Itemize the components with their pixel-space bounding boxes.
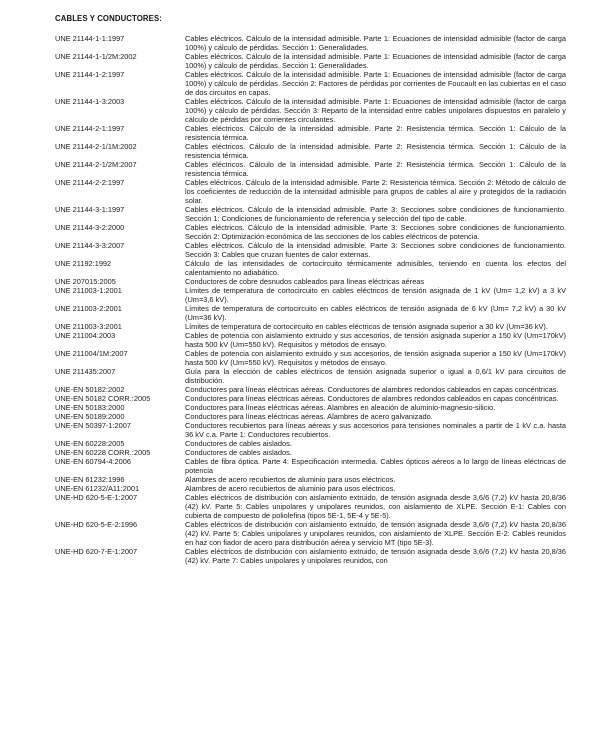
standard-code: UNE-EN 50189:2000	[55, 412, 125, 421]
standard-description: Cables de fibra óptica. Parte 4: Especificación intermedia. Cables ópticos aéreos a lo largo de líneas eléctricas de potencia	[185, 457, 566, 475]
standard-entry	[55, 178, 566, 205]
standard-description: Cables eléctricos de distribución con aislamiento extruido, de tensión asignada desde 3,6/6 (7,2) kV hasta 20,8/36 (42) kV. Parte 5: Cables unipolares y unipolares reunidos, con aislamiento de XLPE. Sección E-2: Cables reunidos en haz con fiador de acero para distribución aérea y servicio MT (tipo 5E-3).	[185, 520, 566, 547]
standard-entry	[55, 448, 566, 457]
standard-code: UNE-EN 60794-4:2006	[55, 457, 132, 466]
standard-description: Cables eléctricos. Cálculo de la intensidad admisible. Parte 1: Ecuaciones de intensidad admisible (factor de carga 100%) y cálculo de pérdidas. Sección 1: Generalidades.	[185, 52, 566, 70]
standard-code: UNE 21144-2-1:1997	[55, 124, 125, 133]
standard-entry	[55, 394, 566, 403]
standard-description: Cables de potencia con aislamiento extruido y sus accesorios, de tensión asignada superior a 150 kV (Um=170kV) hasta 500 kV (Um=550 kV). Requisitos y métodos de ensayo.	[185, 331, 566, 349]
standard-description: Límites de temperatura de cortocircuito en cables eléctricos de tensión asignada superior a 30 kV (Um=36 kV).	[185, 322, 548, 331]
standard-code: UNE 211003-3:2001	[55, 322, 122, 331]
standard-code: UNE-HD 620-7-E-1:2007	[55, 547, 138, 556]
standard-description: Cables eléctricos de distribución con aislamiento extruido, de tensión asignada desde 3,6/6 (7,2) kV hasta 20,8/36 (42) kV. Parte 7: Cables unipolares y unipolares reunidos, con	[185, 547, 566, 565]
standard-code: UNE 21144-2-1/2M:2007	[55, 160, 137, 169]
standard-code: UNE-EN 61232:1996	[55, 475, 125, 484]
standard-entry	[55, 97, 566, 124]
standard-code: UNE 21192:1992	[55, 259, 112, 268]
page-title: CABLES Y CONDUCTORES:	[55, 14, 162, 23]
standard-code: UNE 21144-2-1/1M:2002	[55, 142, 137, 151]
standard-code: UNE-EN 60228 CORR.:2005	[55, 448, 151, 457]
standard-description: Guía para la elección de cables eléctricos de tensión asignada superior o igual a 0,6/1 kV para circuitos de distribución.	[185, 367, 566, 385]
standard-description: Cables eléctricos. Cálculo de la intensidad admisible. Parte 3: Secciones sobre condiciones de funcionamiento. Sección 1: Condiciones de funcionamiento de referencia y selección del tipo de cable.	[185, 205, 566, 223]
standard-code: UNE-EN 61232/A11:2001	[55, 484, 140, 493]
standard-entry	[55, 223, 566, 241]
standard-code: UNE 21144-3-1:1997	[55, 205, 125, 214]
standard-entry	[55, 457, 566, 475]
standard-entry	[55, 142, 566, 160]
standard-entry	[55, 277, 566, 286]
standard-entry	[55, 34, 566, 52]
standards-list	[55, 34, 566, 565]
standard-description: Cálculo de las intensidades de cortocircuito térmicamente admisibles, teniendo en cuenta los efectos del calentamiento no adiabático.	[185, 259, 566, 277]
standard-entry	[55, 286, 566, 304]
standard-description: Límites de temperatura de cortocircuito en cables eléctricos de tensión asignada de 1 kV (Um= 1,2 kV) a 3 kV (Um=3,6 kV).	[185, 286, 566, 304]
standard-code: UNE 21144-1-2:1997	[55, 70, 125, 79]
standard-entry	[55, 385, 566, 394]
standard-code: UNE-HD 620-5-E-2:1996	[55, 520, 138, 529]
standard-code: UNE-EN 50182 CORR.:2005	[55, 394, 151, 403]
standard-code: UNE 211435:2007	[55, 367, 116, 376]
standard-description: Alambres de acero recubiertos de aluminio para usos eléctricos.	[185, 484, 396, 493]
standard-description: Conductores de cobre desnudos cableados para líneas eléctricas aéreas	[185, 277, 425, 286]
standard-entry	[55, 241, 566, 259]
standard-code: UNE 211004/1M:2007	[55, 349, 128, 358]
standard-entry	[55, 52, 566, 70]
standard-entry	[55, 403, 566, 412]
standard-code: UNE 21144-3-2:2000	[55, 223, 125, 232]
standard-entry	[55, 475, 566, 484]
standard-description: Conductores de cables aislados.	[185, 439, 292, 448]
standard-entry	[55, 520, 566, 547]
standard-code: UNE 21144-1-1/2M:2002	[55, 52, 137, 61]
standard-entry	[55, 70, 566, 97]
standard-entry	[55, 493, 566, 520]
standard-description: Cables eléctricos. Cálculo de la intensidad admisible. Parte 1: Ecuaciones de intensidad admisible (factor de carga 100%) y cálculo de pérdidas. Sección 3: Reparto de la intensidad entre cables unipolares dispuestos en paralelo y cálculo de pérdidas por corrientes circulantes.	[185, 97, 566, 124]
standard-description: Conductores para líneas eléctricas aéreas. Alambres de acero galvanizado.	[185, 412, 433, 421]
standard-description: Conductores recubiertos para líneas aéreas y sus accesorios para tensiones nominales a partir de 1 kV c.a. hasta 36 kV c.a. Parte 1: Conductores recubiertos.	[185, 421, 566, 439]
standard-description: Conductores de cables aislados.	[185, 448, 292, 457]
standard-entry	[55, 439, 566, 448]
standard-description: Conductores para líneas eléctricas aéreas. Conductores de alambres redondos cableados en capas concéntricas.	[185, 394, 559, 403]
standard-code: UNE 21144-1-3:2003	[55, 97, 125, 106]
standard-entry	[55, 160, 566, 178]
standard-code: UNE 21144-1-1:1997	[55, 34, 125, 43]
standard-entry	[55, 304, 566, 322]
standard-description: Cables de potencia con aislamiento extruido y sus accesorios, de tensión asignada superior a 150 kV (Um=170kV) hasta 500 kV (Um=550 kV). Requisitos y métodos de ensayo.	[185, 349, 566, 367]
standard-code: UNE 21144-2-2:1997	[55, 178, 125, 187]
standard-code: UNE 21144-3-3:2007	[55, 241, 125, 250]
standard-entry	[55, 367, 566, 385]
standard-code: UNE-EN 50183:2000	[55, 403, 125, 412]
standard-description: Cables eléctricos. Cálculo de la intensidad admisible. Parte 3: Secciones sobre condiciones de funcionamiento. Sección 2: Optimización económica de las secciones de los cables eléctricos de potencia.	[185, 223, 566, 241]
standard-code: UNE 207015:2005	[55, 277, 116, 286]
standard-entry	[55, 412, 566, 421]
standard-entry	[55, 349, 566, 367]
standard-description: Cables eléctricos. Cálculo de la intensidad admisible. Parte 2: Resistencia térmica. Sección 2: Método de cálculo de los coeficientes de reducción de la intensidad admisible para grupos de cables al aire y protegidos de la radiación solar.	[185, 178, 566, 205]
standard-code: UNE-EN 50397-1:2007	[55, 421, 132, 430]
standard-entry	[55, 124, 566, 142]
standard-description: Conductores para líneas eléctricas aéreas. Conductores de alambres redondos cableados en capas concéntricas.	[185, 385, 559, 394]
standard-code: UNE-EN 50182:2002	[55, 385, 125, 394]
standard-description: Cables eléctricos. Cálculo de la intensidad admisible. Parte 2: Resistencia térmica. Sección 1: Cálculo de la resistencia térmica.	[185, 142, 566, 160]
standard-entry	[55, 205, 566, 223]
standard-code: UNE 211004:2003	[55, 331, 116, 340]
standard-description: Alambres de acero recubiertos de aluminio para usos eléctricos.	[185, 475, 396, 484]
standard-description: Conductores para líneas eléctricas aéreas. Alambres en aleación de aluminio-magnesio-silicio.	[185, 403, 496, 412]
standard-description: Cables eléctricos. Cálculo de la intensidad admisible. Parte 1: Ecuaciones de intensidad admisible (factor de carga 100%) y cálculo de pérdidas. Sección 1: Generalidades.	[185, 34, 566, 52]
standard-entry	[55, 421, 566, 439]
standard-description: Cables eléctricos. Cálculo de la intensidad admisible. Parte 3: Secciones sobre condiciones de funcionamiento. Sección 3: Cables que cruzan fuentes de calor externas.	[185, 241, 566, 259]
standard-entry	[55, 322, 566, 331]
standard-entry	[55, 331, 566, 349]
standard-code: UNE 211003-2:2001	[55, 304, 122, 313]
standard-code: UNE-EN 60228:2005	[55, 439, 125, 448]
standard-description: Cables eléctricos. Cálculo de la intensidad admisible. Parte 1: Ecuaciones de intensidad admisible (factor de carga 100%) y cálculo de pérdidas. Sección 2: Factores de pérdidas por corrientes de Foucault en las cubiertas en el caso de dos circuitos en capas.	[185, 70, 566, 97]
standard-code: UNE 211003-1:2001	[55, 286, 122, 295]
standard-entry	[55, 259, 566, 277]
standard-entry	[55, 547, 566, 565]
standard-entry	[55, 484, 566, 493]
standard-description: Cables eléctricos. Cálculo de la intensidad admisible. Parte 2: Resistencia térmica. Sección 1: Cálculo de la resistencia térmica.	[185, 160, 566, 178]
standard-description: Cables eléctricos de distribución con aislamiento extruido, de tensión asignada desde 3,6/6 (7,2) kV hasta 20,8/36 (42) kV. Parte 5: Cables unipolares y unipolares reunidos, con aislamiento de XLPE. Sección E-1: Cables con cubierta de compuesto de poliolefina (tipos 5E-1, 5E-4 y 5E-5).	[185, 493, 566, 520]
standard-description: Cables eléctricos. Cálculo de la intensidad admisible. Parte 2: Resistencia térmica. Sección 1: Cálculo de la resistencia térmica.	[185, 124, 566, 142]
standard-code: UNE-HD 620-5-E-1:2007	[55, 493, 138, 502]
standard-description: Límites de temperatura de cortocircuito en cables eléctricos de tensión asignada de 6 kV (Um= 7,2 kV) a 30 kV (Um=36 kV).	[185, 304, 566, 322]
